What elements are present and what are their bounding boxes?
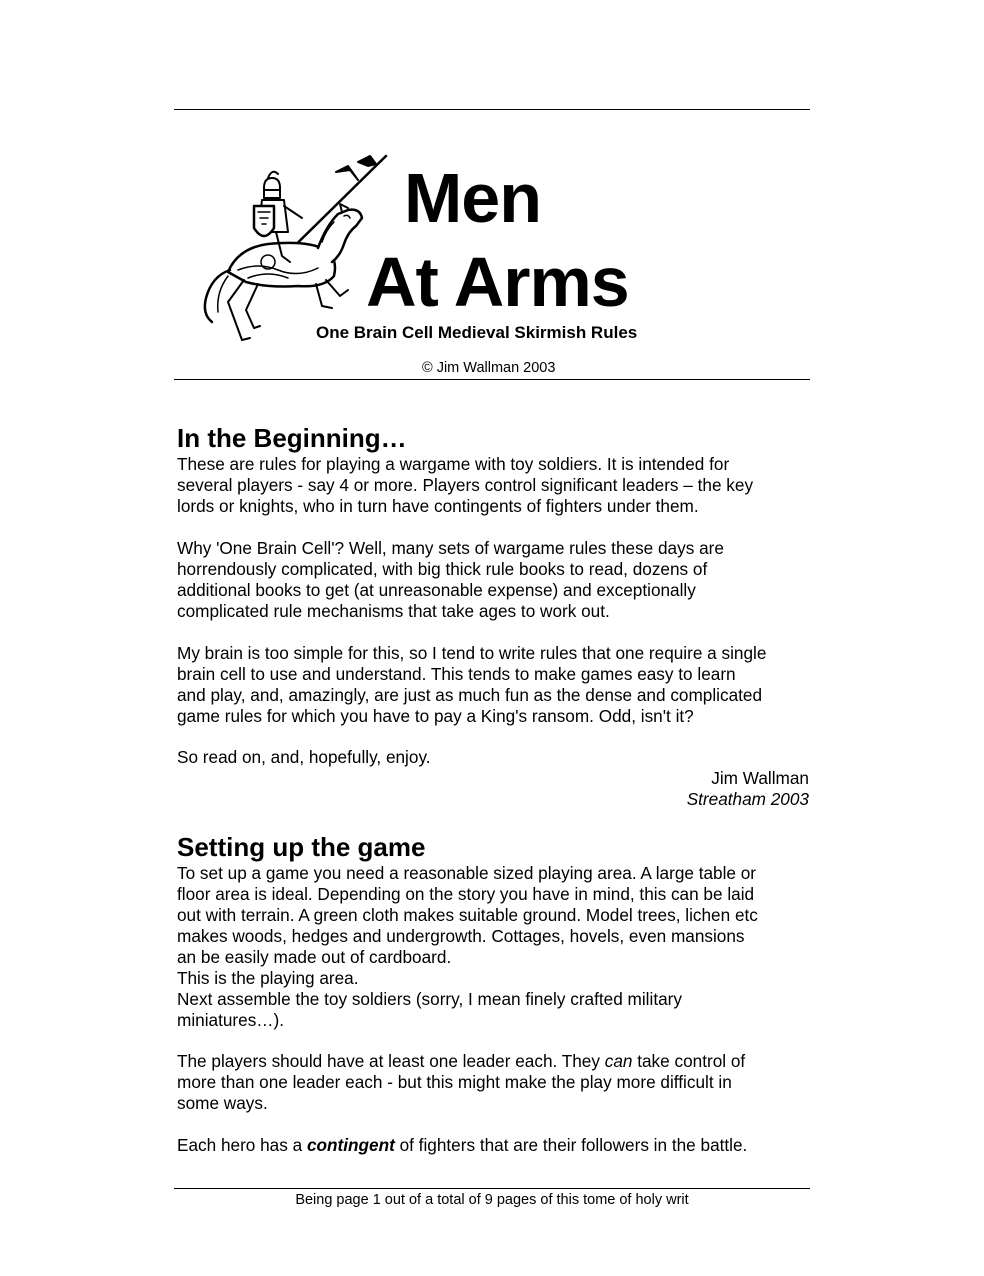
title-divider — [174, 379, 810, 380]
text-run: of fighters that are their followers in the battle. — [394, 1135, 748, 1155]
paragraph-line: additional books to get (at unreasonable expense) and exceptionally — [177, 580, 696, 600]
paragraph-line: floor area is ideal. Depending on the story you have in mind, this can be laid — [177, 884, 755, 904]
paragraph-line: more than one leader each - but this might make the play more difficult in — [177, 1072, 732, 1092]
paragraph-my-brain — [177, 643, 817, 727]
paragraph-line: brain cell to use and understand. This tends to make games easy to learn — [177, 664, 736, 684]
emphasis-can: can — [604, 1051, 633, 1071]
paragraph-line: These are rules for playing a wargame with toy soldiers. It is intended for — [177, 454, 730, 474]
knight-illustration — [198, 152, 394, 346]
paragraph-line: My brain is too simple for this, so I tend to write rules that one require a single — [177, 643, 767, 663]
paragraph-contingent — [177, 1135, 817, 1156]
signoff-place: Streatham 2003 — [686, 789, 809, 809]
text-run: Each hero has a — [177, 1135, 307, 1155]
paragraph-line: horrendously complicated, with big thick rule books to read, dozens of — [177, 559, 708, 579]
paragraph-line: Why 'One Brain Cell'? Well, many sets of wargame rules these days are — [177, 538, 724, 558]
paragraph-line: To set up a game you need a reasonable sized playing area. A large table or — [177, 863, 757, 883]
paragraph-why-one-brain-cell — [177, 538, 817, 622]
paragraph-line: So read on, and, hopefully, enjoy. — [177, 747, 431, 767]
paragraph-line — [177, 1135, 817, 1156]
paragraph-line: Next assemble the toy soldiers (sorry, I mean finely crafted military — [177, 989, 682, 1009]
paragraph-playing-area — [177, 863, 817, 1031]
paragraph-line: complicated rule mechanisms that take ages to work out. — [177, 601, 610, 621]
paragraph-line: some ways. — [177, 1093, 268, 1113]
paragraph-line: out with terrain. A green cloth makes suitable ground. Model trees, lichen etc — [177, 905, 758, 925]
subtitle: One Brain Cell Medieval Skirmish Rules — [316, 323, 638, 342]
copyright-notice: © Jim Wallman 2003 — [422, 360, 556, 376]
paragraph-read-on — [177, 747, 817, 768]
paragraph-line — [177, 1051, 817, 1072]
paragraph-leaders — [177, 1051, 817, 1114]
text-run: take control of — [632, 1051, 746, 1071]
title-line-2: At Arms — [366, 243, 629, 321]
paragraph-line: lords or knights, who in turn have contingents of fighters under them. — [177, 496, 699, 516]
paragraph-line: miniatures…). — [177, 1010, 284, 1030]
emphasis-contingent: contingent — [306, 1135, 395, 1155]
section-heading-setup: Setting up the game — [177, 832, 426, 862]
signoff-name: Jim Wallman — [711, 768, 809, 788]
author-signoff — [560, 768, 809, 810]
paragraph-line: several players - say 4 or more. Players control significant leaders – the key — [177, 475, 754, 495]
top-divider — [174, 109, 810, 110]
text-run: The players should have at least one leader each. They — [177, 1051, 605, 1071]
paragraph-intro — [177, 454, 817, 517]
paragraph-line: This is the playing area. — [177, 968, 359, 988]
footer-divider — [174, 1188, 810, 1189]
paragraph-line: makes woods, hedges and undergrowth. Cottages, hovels, even mansions — [177, 926, 745, 946]
title-line-1: Men — [404, 159, 541, 237]
page-footer: Being page 1 out of a total of 9 pages of this tome of holy writ — [295, 1192, 689, 1208]
paragraph-line: an be easily made out of cardboard. — [177, 947, 452, 967]
paragraph-line: and play, and, amazingly, are just as much fun as the dense and complicated — [177, 685, 763, 705]
paragraph-line: game rules for which you have to pay a King's ransom. Odd, isn't it? — [177, 706, 694, 726]
section-heading-beginning: In the Beginning… — [177, 423, 407, 453]
